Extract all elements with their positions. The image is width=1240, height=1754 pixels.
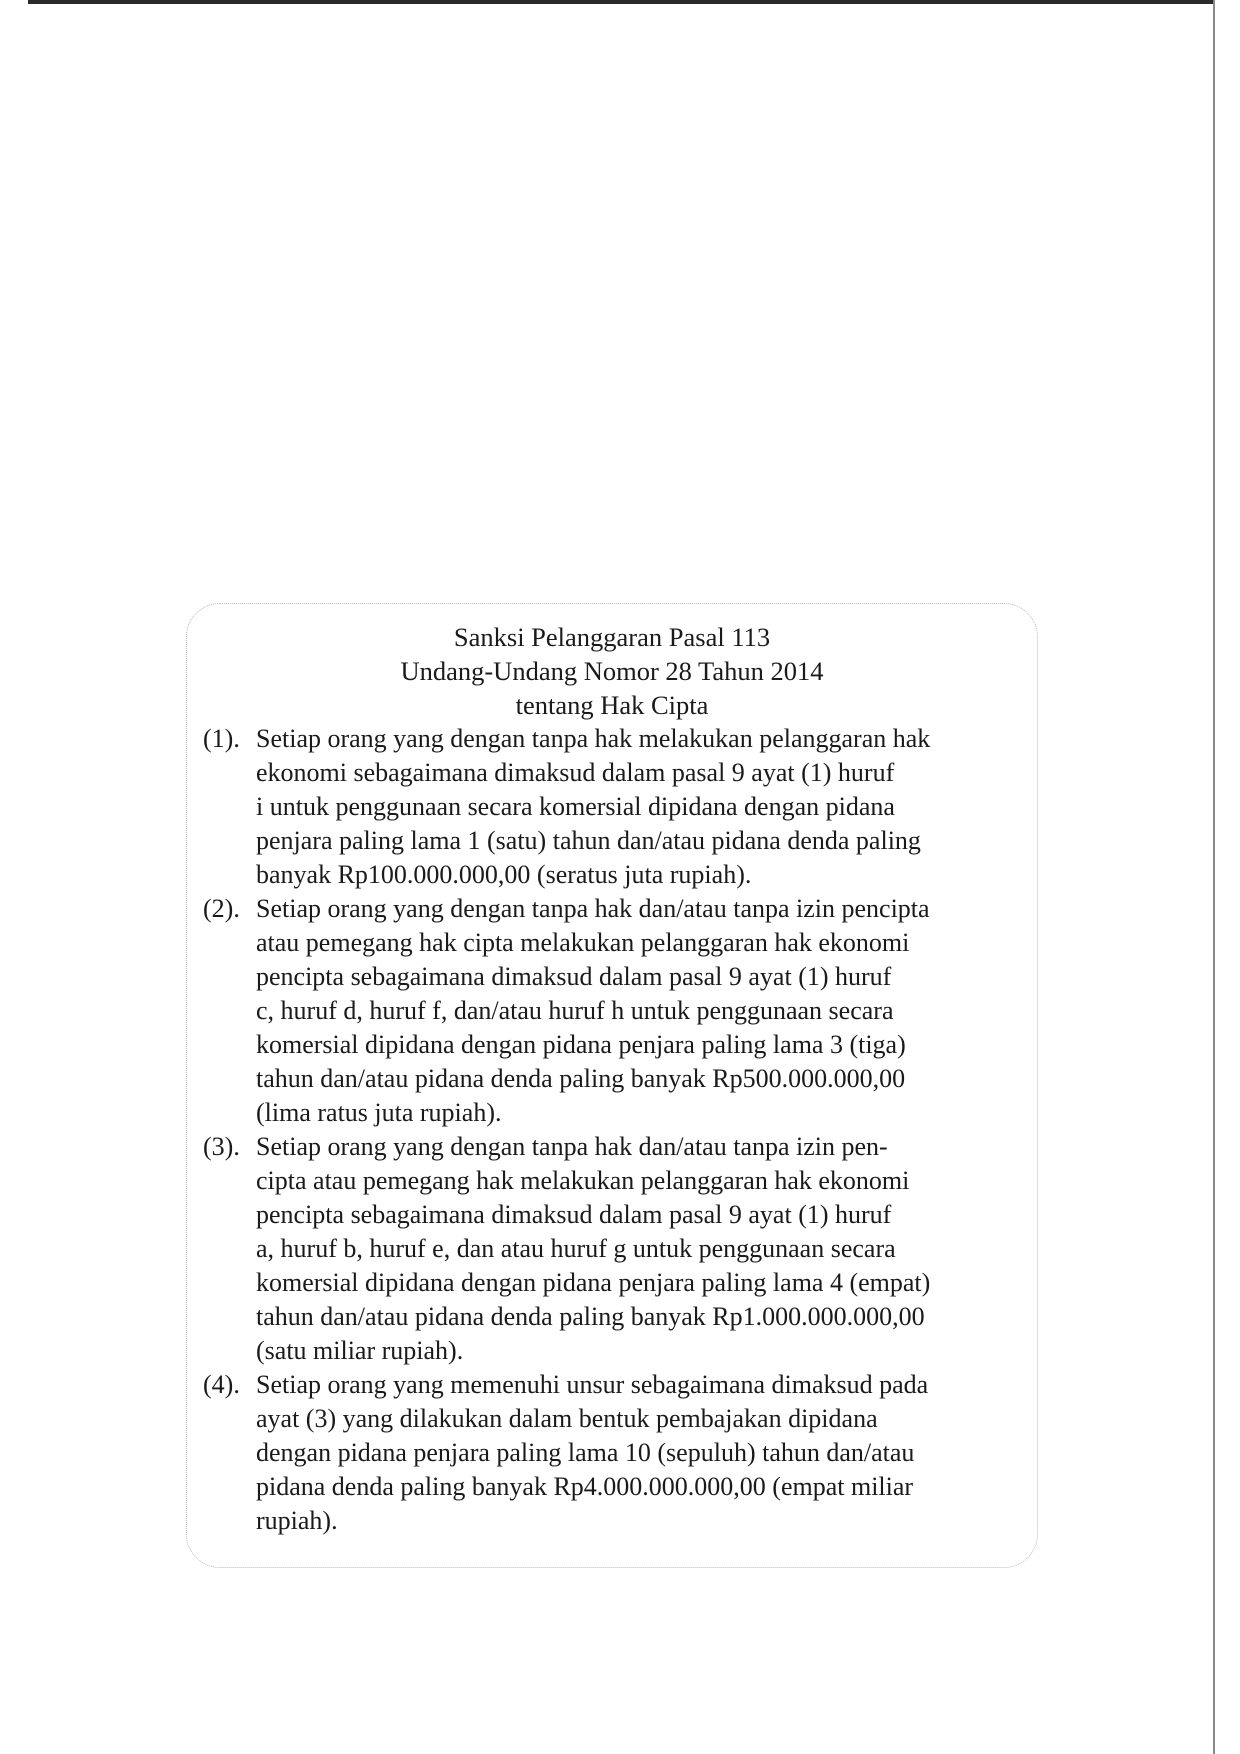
clause-line: Setiap orang yang dengan tanpa hak dan/atau tanpa izin pencipta: [256, 894, 930, 923]
clause-line: Setiap orang yang dengan tanpa hak melakukan pelanggaran hak: [256, 724, 931, 753]
clause-2: [203, 892, 1023, 1130]
clause-line: c, huruf d, huruf f, dan/atau huruf h untuk penggunaan secara: [256, 996, 894, 1025]
clause-line: dengan pidana penjara paling lama 10 (sepuluh) tahun dan/atau: [256, 1438, 915, 1467]
clause-line: i untuk penggunaan secara komersial dipidana dengan pidana: [256, 792, 895, 821]
clause-line: pencipta sebagaimana dimaksud dalam pasal 9 ayat (1) huruf: [256, 1200, 892, 1229]
clause-line: pencipta sebagaimana dimaksud dalam pasal 9 ayat (1) huruf: [256, 962, 892, 991]
clause-line: Setiap orang yang dengan tanpa hak dan/atau tanpa izin pen-: [256, 1132, 888, 1161]
clause-line: ekonomi sebagaimana dimaksud dalam pasal 9 ayat (1) huruf: [256, 758, 895, 787]
clause-text: [256, 1368, 928, 1538]
heading-line-subject: tentang Hak Cipta: [515, 690, 709, 720]
clause-line: (satu miliar rupiah).: [256, 1336, 464, 1365]
clause-line: rupiah).: [256, 1506, 338, 1535]
clause-line: ayat (3) yang dilakukan dalam bentuk pembajakan dipidana: [256, 1404, 878, 1433]
heading-line-law: Undang-Undang Nomor 28 Tahun 2014: [400, 656, 824, 686]
clause-1: [203, 722, 1023, 892]
clause-line: komersial dipidana dengan pidana penjara paling lama 4 (empat): [256, 1268, 931, 1297]
clause-line: penjara paling lama 1 (satu) tahun dan/atau pidana denda paling: [256, 826, 921, 855]
clause-line: banyak Rp100.000.000,00 (seratus juta rupiah).: [256, 860, 752, 889]
clause-text: [256, 1130, 930, 1368]
clause-number: (4).: [203, 1370, 240, 1399]
clause-number: (1).: [203, 724, 240, 753]
clause-text: [256, 722, 930, 892]
clause-line: Setiap orang yang memenuhi unsur sebagaimana dimaksud pada: [256, 1370, 929, 1399]
clause-4: [203, 1368, 1023, 1538]
right-border-rule: [1213, 0, 1215, 1754]
clause-list: [203, 722, 1023, 1538]
clause-line: tahun dan/atau pidana denda paling banyak Rp500.000.000,00: [256, 1064, 906, 1093]
clause-line: cipta atau pemegang hak melakukan pelanggaran hak ekonomi: [256, 1166, 910, 1195]
clause-text: [256, 892, 930, 1130]
clause-3: [203, 1130, 1023, 1368]
clause-number: (3).: [203, 1132, 240, 1161]
top-border-rule: [28, 0, 1214, 4]
clause-line: pidana denda paling banyak Rp4.000.000.000,00 (empat miliar: [256, 1472, 914, 1501]
clause-line: komersial dipidana dengan pidana penjara paling lama 3 (tiga): [256, 1030, 906, 1059]
clause-line: atau pemegang hak cipta melakukan pelanggaran hak ekonomi: [256, 928, 910, 957]
heading-line-article: Sanksi Pelanggaran Pasal 113: [453, 622, 771, 652]
clause-line: a, huruf b, huruf e, dan atau huruf g untuk penggunaan secara: [256, 1234, 896, 1263]
clause-line: (lima ratus juta rupiah).: [256, 1098, 502, 1127]
clause-number: (2).: [203, 894, 240, 923]
sanction-heading: [186, 620, 1038, 722]
clause-line: tahun dan/atau pidana denda paling banyak Rp1.000.000.000,00: [256, 1302, 925, 1331]
